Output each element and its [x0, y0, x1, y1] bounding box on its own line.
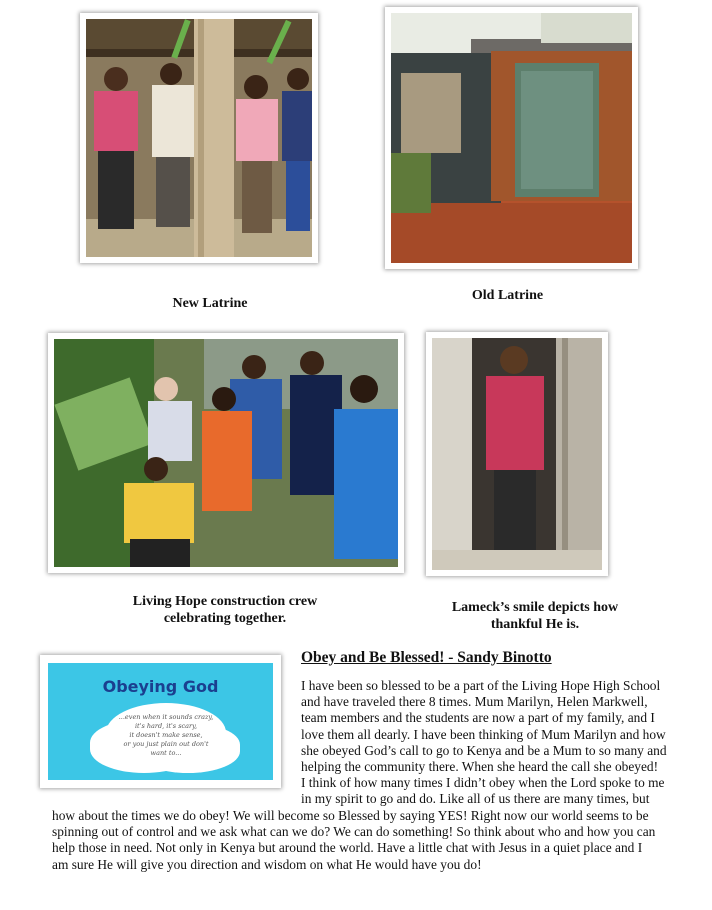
- article-line: helping the community there. When she heard the call she obeyed!: [301, 759, 659, 775]
- article-line: help those in need. Not only in Kenya but around the world. Have a little chat with Jesus in a quiet place and I: [52, 840, 643, 856]
- article-line: love them all dearly. I have been thinking of Mum Marilyn and how: [301, 726, 666, 742]
- article-line: I think of how many times I didn’t obey when the Lord spoke to me: [301, 775, 665, 791]
- obeying-god-title: Obeying God: [102, 677, 219, 696]
- caption-old-latrine-text: Old Latrine: [471, 288, 544, 303]
- article-line: spinning out of control and we ask what can we do? We can do something! So think about who and how you can: [52, 824, 656, 840]
- article-body-narrow: [301, 678, 688, 808]
- caption-lameck: [415, 599, 655, 633]
- article-heading: Obey and Be Blessed! - Sandy Binotto: [301, 649, 552, 666]
- article-line: how about the times we do obey! We will become so Blessed by saying YES! Right now our world seems to be: [52, 808, 649, 823]
- article-line: I have been so blessed to be a part of the Living Hope High School: [301, 678, 661, 693]
- caption-lameck-line1: Lameck’s smile depicts how: [451, 600, 619, 615]
- caption-crew-line1: Living Hope construction crew: [132, 594, 318, 609]
- caption-lameck-line2: thankful He is.: [490, 617, 580, 632]
- obeying-god-graphic: [48, 663, 273, 780]
- obeying-god-text: [96, 713, 236, 758]
- article-body-wide: [52, 808, 688, 873]
- caption-new-latrine: [100, 295, 320, 312]
- obeying-god-line: ...even when it sounds crazy,: [118, 713, 214, 721]
- obeying-god-line: it's hard, it's scary,: [134, 722, 198, 730]
- article-line: team members and the students are now a part of my family, and I: [301, 710, 655, 726]
- photo-old-latrine: [385, 7, 638, 269]
- obeying-god-line: want to...: [150, 749, 182, 757]
- caption-crew: [80, 593, 370, 627]
- caption-new-latrine-text: New Latrine: [172, 296, 248, 311]
- caption-crew-line2: celebrating together.: [163, 611, 287, 626]
- caption-old-latrine: [400, 287, 615, 304]
- obeying-god-card: [40, 655, 281, 788]
- obeying-god-line: it doesn't make sense,: [129, 731, 203, 739]
- photo-construction-crew: [48, 333, 404, 573]
- article-line: in my spirit to go and do. Like all of us there are many times, but: [301, 791, 650, 807]
- photo-new-latrine: [80, 13, 318, 263]
- obeying-god-line: or you just plain out don't: [123, 740, 209, 748]
- article-line: am sure He will give you direction and wisdom on what He would have you do!: [52, 856, 482, 872]
- photo-lameck: [426, 332, 608, 576]
- article-line: and have traveled there 8 times. Mum Marilyn, Helen Markwell,: [301, 694, 648, 710]
- article-line: she obeyed God’s call to go to Kenya and be a Mum to so many and: [301, 742, 667, 758]
